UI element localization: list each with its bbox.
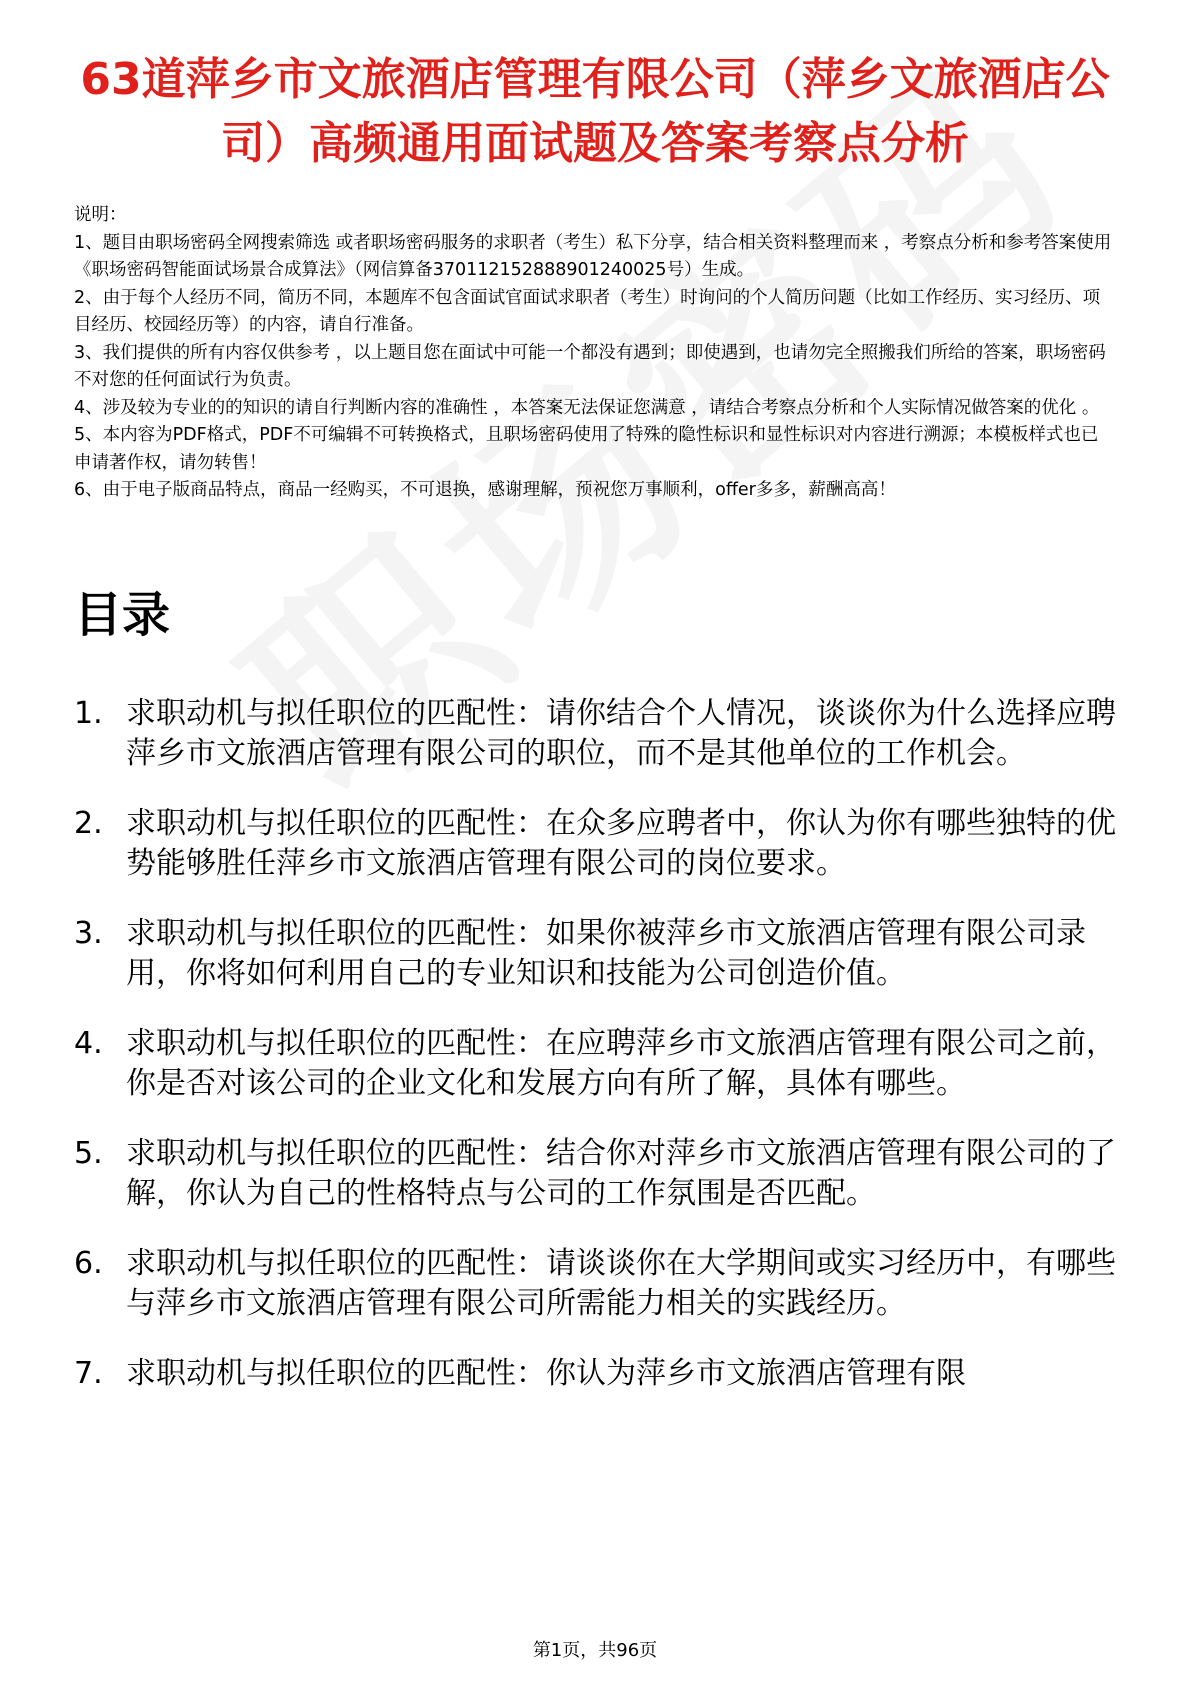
note-item: 4、涉及较为专业的的知识的请自行判断内容的准确性 ，本答案无法保证您满意 ，请结合考察点分析和个人实际情况做答案的优化 。 xyxy=(74,397,1100,418)
page-footer: 第1页，共96页 xyxy=(532,1640,658,1661)
toc-item-text: 求职动机与拟任职位的匹配性：如果你被萍乡市文旅酒店管理有限公司录用，你将如何利用自己的专业知识和技能为公司创造价值。 xyxy=(126,916,1086,991)
toc-item-number: 2. xyxy=(74,806,103,841)
toc-item-text: 求职动机与拟任职位的匹配性：在众多应聘者中，你认为你有哪些独特的优势能够胜任萍乡市文旅酒店管理有限公司的岗位要求。 xyxy=(126,806,1116,881)
toc-item-number: 5. xyxy=(74,1136,103,1171)
toc-item-text: 求职动机与拟任职位的匹配性：请你结合个人情况，谈谈你为什么选择应聘萍乡市文旅酒店管理有限公司的职位，而不是其他单位的工作机会。 xyxy=(126,696,1116,771)
toc-item-text: 求职动机与拟任职位的匹配性：请谈谈你在大学期间或实习经历中，有哪些与萍乡市文旅酒店管理有限公司所需能力相关的实践经历。 xyxy=(126,1246,1116,1321)
toc-list xyxy=(74,694,1124,1424)
notes-heading: 说明： xyxy=(74,205,127,225)
toc-item-number: 7. xyxy=(74,1356,103,1391)
toc-item[interactable] xyxy=(74,804,1124,884)
toc-item[interactable] xyxy=(74,1134,1124,1214)
toc-item[interactable] xyxy=(74,1024,1124,1104)
note-item: 5、本内容为PDF格式，PDF不可编辑不可转换格式，且职场密码使用了特殊的隐性标识和显性标识对内容进行溯源；本模板样式也已申请著作权，请勿转售！ xyxy=(74,425,1099,473)
note-item: 1、题目由职场密码全网搜索筛选 或者职场密码服务的求职者（考生）私下分享，结合相关资料整理而来 ，考察点分析和参考答案使用《职场密码智能面试场景合成算法》（网信算备370112152888901240025号）生成。 xyxy=(74,232,1112,280)
note-item: 3、我们提供的所有内容仅供参考 ，以上题目您在面试中可能一个都没有遇到；即使遇到，也请勿完全照搬我们所给的答案，职场密码不对您的任何面试行为负责。 xyxy=(74,342,1106,390)
toc-item-number: 4. xyxy=(74,1026,103,1061)
toc-item-number: 1. xyxy=(74,696,103,731)
toc-item-number: 6. xyxy=(74,1246,103,1281)
toc-item-text: 求职动机与拟任职位的匹配性：结合你对萍乡市文旅酒店管理有限公司的了解，你认为自己的性格特点与公司的工作氛围是否匹配。 xyxy=(126,1136,1116,1211)
note-item: 2、由于每个人经历不同，简历不同，本题库不包含面试官面试求职者（考生）时询问的个人简历问题（比如工作经历、实习经历、项目经历、校园经历等）的内容，请自行准备。 xyxy=(74,287,1101,335)
toc-heading: 目录 xyxy=(74,587,171,643)
toc-item[interactable] xyxy=(74,1244,1124,1324)
note-item: 6、由于电子版商品特点，商品一经购买，不可退换，感谢理解，预祝您万事顺利，offer多多，薪酬高高！ xyxy=(74,480,896,500)
document-title: 63道萍乡市文旅酒店管理有限公司（萍乡文旅酒店公司）高频通用面试题及答案考察点分析 xyxy=(80,54,1110,169)
toc-item[interactable] xyxy=(74,1354,1124,1394)
toc-item-text: 求职动机与拟任职位的匹配性：在应聘萍乡市文旅酒店管理有限公司之前，你是否对该公司的企业文化和发展方向有所了解，具体有哪些。 xyxy=(126,1026,1116,1101)
toc-item[interactable] xyxy=(74,914,1124,994)
toc-item-number: 3. xyxy=(74,916,103,951)
notes-section xyxy=(74,202,1114,505)
toc-item-text: 求职动机与拟任职位的匹配性：你认为萍乡市文旅酒店管理有限 xyxy=(126,1356,966,1391)
toc-item[interactable] xyxy=(74,694,1124,774)
